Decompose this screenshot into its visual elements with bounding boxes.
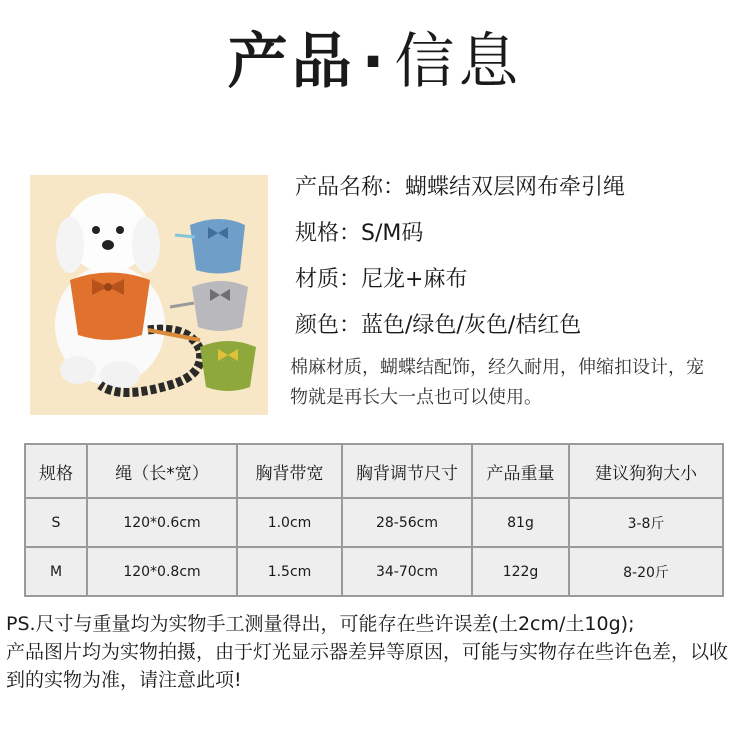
table-cell: 1.0cm bbox=[237, 498, 342, 547]
info-color-value: 蓝色/绿色/灰色/桔红色 bbox=[361, 313, 582, 338]
info-spec-row bbox=[295, 221, 735, 247]
table-cell: M bbox=[25, 547, 87, 596]
table-cell: S bbox=[25, 498, 87, 547]
info-name-row bbox=[295, 175, 735, 201]
info-material-value: 尼龙+麻布 bbox=[361, 267, 468, 292]
title-dot: · bbox=[361, 27, 389, 97]
table-header-row bbox=[25, 444, 723, 498]
info-color-row bbox=[295, 313, 735, 339]
header-cell: 规格 bbox=[25, 444, 87, 498]
page-title bbox=[0, 22, 750, 102]
title-light: 信息 bbox=[394, 27, 523, 97]
table-cell: 1.5cm bbox=[237, 547, 342, 596]
note-line-2: 产品图片均为实物拍摄，由于灯光显示器差异等原因，可能与实物存在些许色差，以收到的实物为准，请注意此项! bbox=[6, 641, 729, 691]
table-cell: 120*0.6cm bbox=[87, 498, 237, 547]
table-cell: 28-56cm bbox=[342, 498, 472, 547]
info-spec-value: S/M码 bbox=[361, 221, 424, 246]
disclaimer-note bbox=[6, 610, 746, 694]
spec-table bbox=[24, 443, 724, 597]
table-row bbox=[25, 547, 723, 596]
info-spec-label: 规格： bbox=[295, 221, 362, 246]
product-photo bbox=[30, 175, 268, 415]
table-cell: 34-70cm bbox=[342, 547, 472, 596]
product-description: 棉麻材质，蝴蝶结配饰，经久耐用，伸缩扣设计，宠物就是再长大一点也可以使用。 bbox=[290, 357, 704, 408]
header-cell: 产品重量 bbox=[472, 444, 569, 498]
info-color-label: 颜色： bbox=[295, 313, 362, 338]
info-material-row bbox=[295, 267, 735, 293]
table-cell: 120*0.8cm bbox=[87, 547, 237, 596]
product-info bbox=[295, 175, 735, 359]
table-cell: 3-8斤 bbox=[569, 498, 723, 547]
note-line-1: PS.尺寸与重量均为实物手工测量得出，可能存在些许误差(土2cm/土10g); bbox=[6, 613, 635, 635]
table-cell: 8-20斤 bbox=[569, 547, 723, 596]
info-material-label: 材质： bbox=[295, 267, 362, 292]
info-name-value: 蝴蝶结双层网布牵引绳 bbox=[405, 175, 626, 200]
info-name-label: 产品名称： bbox=[295, 175, 406, 200]
title-bold: 产品 bbox=[227, 27, 356, 97]
table-row bbox=[25, 498, 723, 547]
table-cell: 81g bbox=[472, 498, 569, 547]
header-cell: 胸背带宽 bbox=[237, 444, 342, 498]
header-cell: 绳（长*宽） bbox=[87, 444, 237, 498]
table-cell: 122g bbox=[472, 547, 569, 596]
header-cell: 建议狗狗大小 bbox=[569, 444, 723, 498]
header-cell: 胸背调节尺寸 bbox=[342, 444, 472, 498]
